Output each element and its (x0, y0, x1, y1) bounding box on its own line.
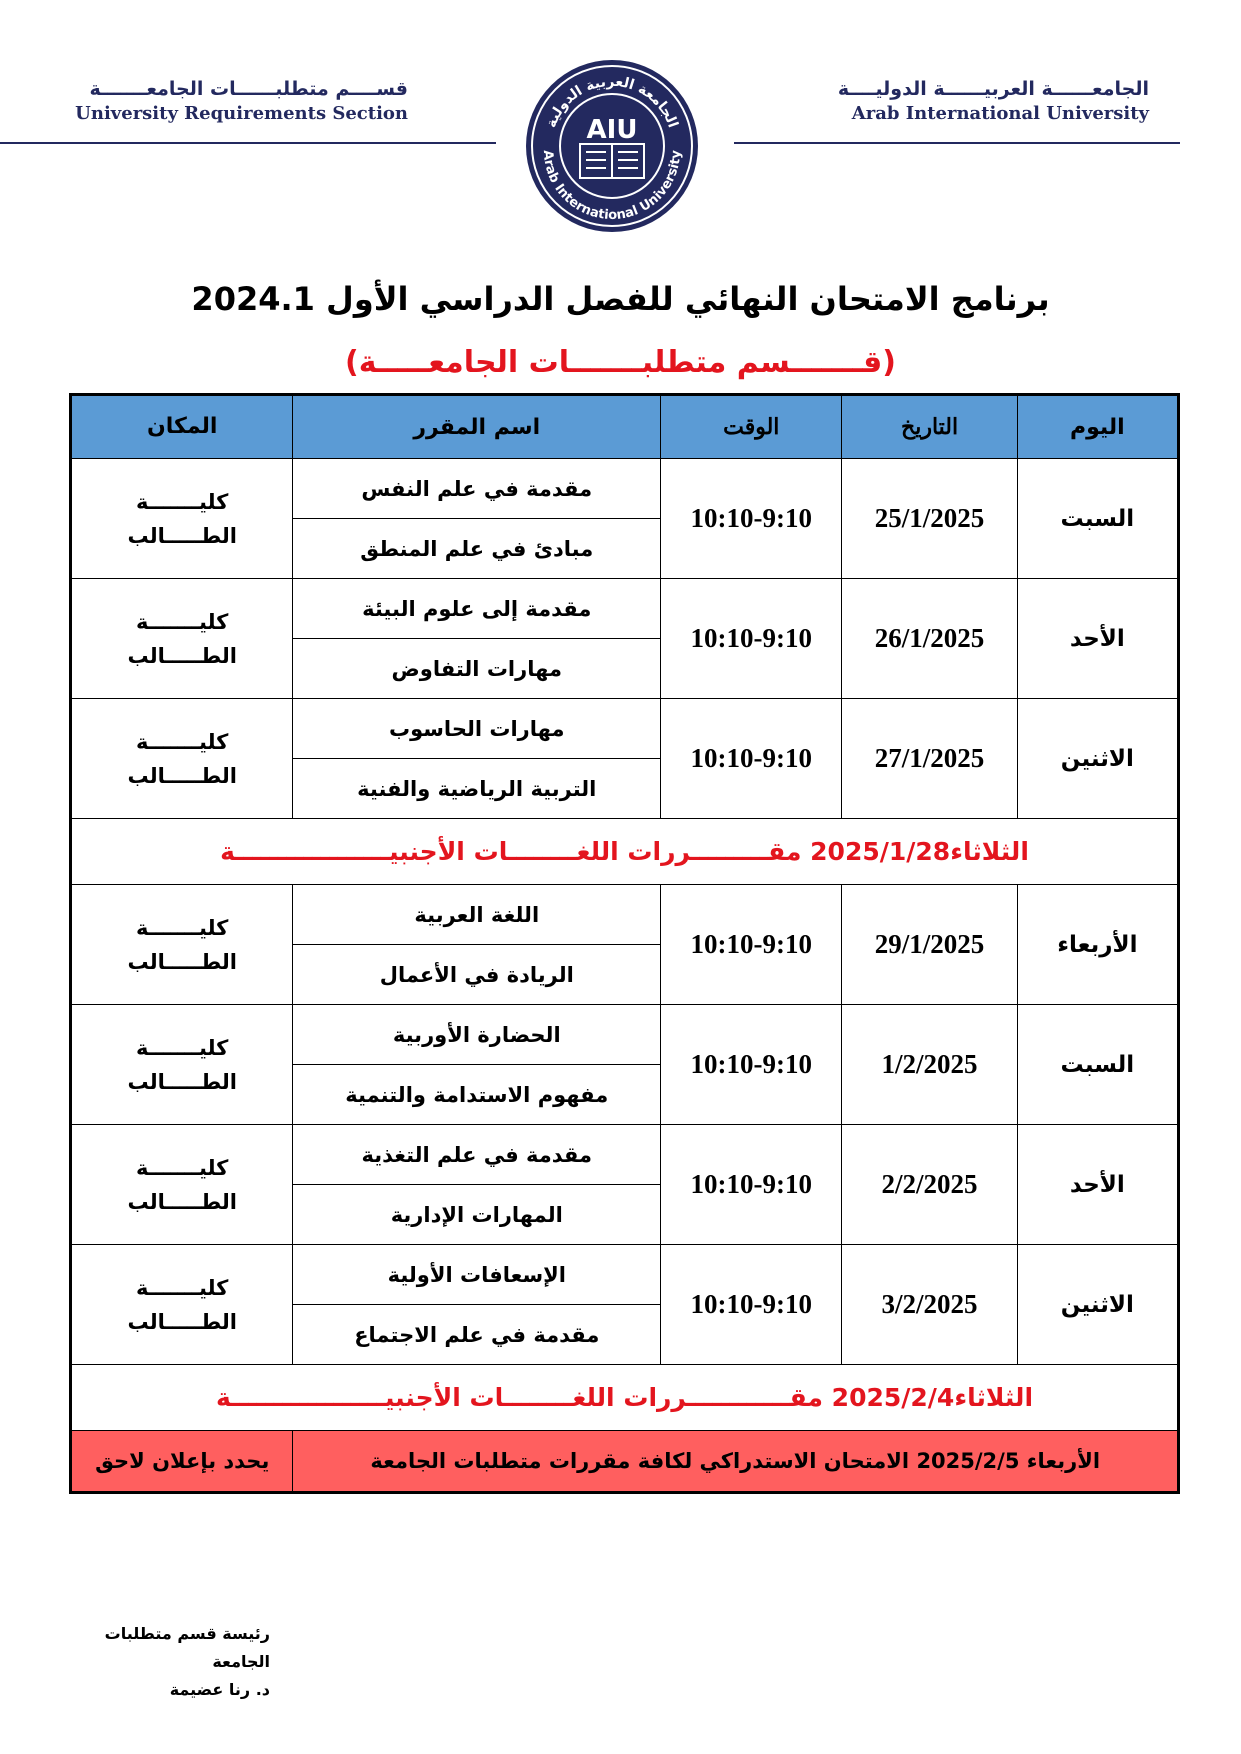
cell-place (71, 1005, 293, 1125)
resit-exam-text: الأربعاء 2025/2/5 الامتحان الاستدراكي لكافة مقررات متطلبات الجامعة (293, 1431, 1179, 1493)
cell-date: 26/1/2025 (842, 579, 1017, 699)
cell-date: 29/1/2025 (842, 885, 1017, 1005)
table-row (71, 885, 1179, 945)
cell-course: الحضارة الأوربية (293, 1005, 661, 1065)
page-title: برنامج الامتحان النهائي للفصل الدراسي الأول 2024.1 (191, 280, 1050, 318)
foreign-languages-notice-row (71, 1365, 1179, 1431)
signature-title: رئيسة قسم متطلبات الجامعة (104, 1624, 270, 1671)
cell-day: الاثنين (1017, 699, 1178, 819)
cell-course: اللغة العربية (293, 885, 661, 945)
header-course: اسم المقرر (293, 395, 661, 459)
place-line-1: كليـــــــة (136, 489, 229, 514)
cell-day: السبت (1017, 1005, 1178, 1125)
cell-place (71, 1245, 293, 1365)
cell-course: مقدمة في علم النفس (293, 459, 661, 519)
table-header-row (71, 395, 1179, 459)
place-line-2: الطـــــالب (127, 523, 237, 548)
cell-course: مقدمة في علم الاجتماع (293, 1305, 661, 1365)
cell-day: الأحد (1017, 1125, 1178, 1245)
section-name-ar: قســــم متطلبــــــات الجامعـــــــة (89, 78, 408, 100)
cell-place (71, 885, 293, 1005)
cell-course: التربية الرياضية والفنية (293, 759, 661, 819)
foreign-languages-notice: الثلاثاء2025/1/28 مقـــــــــررات اللغــــــــات الأجنبيــــــــــــــــــة (71, 819, 1179, 885)
cell-course: مقدمة في علم التغذية (293, 1125, 661, 1185)
logo-top-text: الجامعة العربية الدولية (543, 73, 681, 130)
logo-mono: AIU (586, 115, 638, 145)
cell-time: 10:10-9:10 (661, 459, 842, 579)
place-line-1: كليـــــــة (136, 609, 229, 634)
cell-date: 27/1/2025 (842, 699, 1017, 819)
cell-time: 10:10-9:10 (661, 579, 842, 699)
table-row (71, 699, 1179, 759)
table-row (71, 1125, 1179, 1185)
logo-bottom-text: Arab International University (539, 149, 685, 224)
signature-name: د. رنا عضيمة (169, 1680, 270, 1699)
exam-schedule-table (69, 393, 1180, 1494)
page-subtitle: (قـــــــسم متطلبـــــــات الجامعـــــة) (345, 345, 896, 380)
place-line-1: كليـــــــة (136, 1155, 229, 1180)
cell-date: 2/2/2025 (842, 1125, 1017, 1245)
cell-course: مبادئ في علم المنطق (293, 519, 661, 579)
place-line-2: الطـــــالب (127, 1189, 237, 1214)
place-line-1: كليـــــــة (136, 915, 229, 940)
signature-block (70, 1620, 270, 1704)
header-date: التاريخ (842, 395, 1017, 459)
place-line-2: الطـــــالب (127, 1309, 237, 1334)
cell-time: 10:10-9:10 (661, 1005, 842, 1125)
cell-place (71, 1125, 293, 1245)
header-place: المكان (71, 395, 293, 459)
resit-exam-row (71, 1431, 1179, 1493)
cell-date: 3/2/2025 (842, 1245, 1017, 1365)
table-row (71, 579, 1179, 639)
table-row (71, 459, 1179, 519)
table-row (71, 1005, 1179, 1065)
foreign-languages-notice: الثلاثاء2025/2/4 مقــــــــــــررات اللغــــــــات الأجنبيــــــــــــــــــة (71, 1365, 1179, 1431)
cell-day: الأربعاء (1017, 885, 1178, 1005)
place-line-2: الطـــــالب (127, 763, 237, 788)
university-name-en: Arab International University (851, 103, 1149, 124)
header-day: اليوم (1017, 395, 1178, 459)
place-line-2: الطـــــالب (127, 643, 237, 668)
cell-course: مفهوم الاستدامة والتنمية (293, 1065, 661, 1125)
cell-course: مهارات الحاسوب (293, 699, 661, 759)
cell-time: 10:10-9:10 (661, 1245, 842, 1365)
place-line-1: كليـــــــة (136, 729, 229, 754)
university-logo (522, 56, 702, 236)
place-line-2: الطـــــالب (127, 949, 237, 974)
header-divider-right (734, 142, 1180, 144)
cell-course: المهارات الإدارية (293, 1185, 661, 1245)
resit-exam-place: يحدد بإعلان لاحق (71, 1431, 293, 1493)
cell-course: الريادة في الأعمال (293, 945, 661, 1005)
place-line-1: كليـــــــة (136, 1035, 229, 1060)
university-header (777, 76, 1149, 126)
section-name-en: University Requirements Section (75, 103, 408, 124)
cell-place (71, 459, 293, 579)
university-name-ar: الجامعــــــة العربيــــــة الدوليــــة (837, 78, 1149, 100)
cell-date: 25/1/2025 (842, 459, 1017, 579)
cell-course: مقدمة إلى علوم البيئة (293, 579, 661, 639)
section-header (36, 76, 408, 126)
foreign-languages-notice-row (71, 819, 1179, 885)
cell-course: مهارات التفاوض (293, 639, 661, 699)
cell-place (71, 699, 293, 819)
header-divider-left (0, 142, 496, 144)
cell-place (71, 579, 293, 699)
cell-day: السبت (1017, 459, 1178, 579)
cell-date: 1/2/2025 (842, 1005, 1017, 1125)
cell-time: 10:10-9:10 (661, 1125, 842, 1245)
table-row (71, 1245, 1179, 1305)
cell-course: الإسعافات الأولية (293, 1245, 661, 1305)
cell-day: الأحد (1017, 579, 1178, 699)
place-line-1: كليـــــــة (136, 1275, 229, 1300)
place-line-2: الطـــــالب (127, 1069, 237, 1094)
cell-time: 10:10-9:10 (661, 699, 842, 819)
header-time: الوقت (661, 395, 842, 459)
cell-day: الاثنين (1017, 1245, 1178, 1365)
cell-time: 10:10-9:10 (661, 885, 842, 1005)
